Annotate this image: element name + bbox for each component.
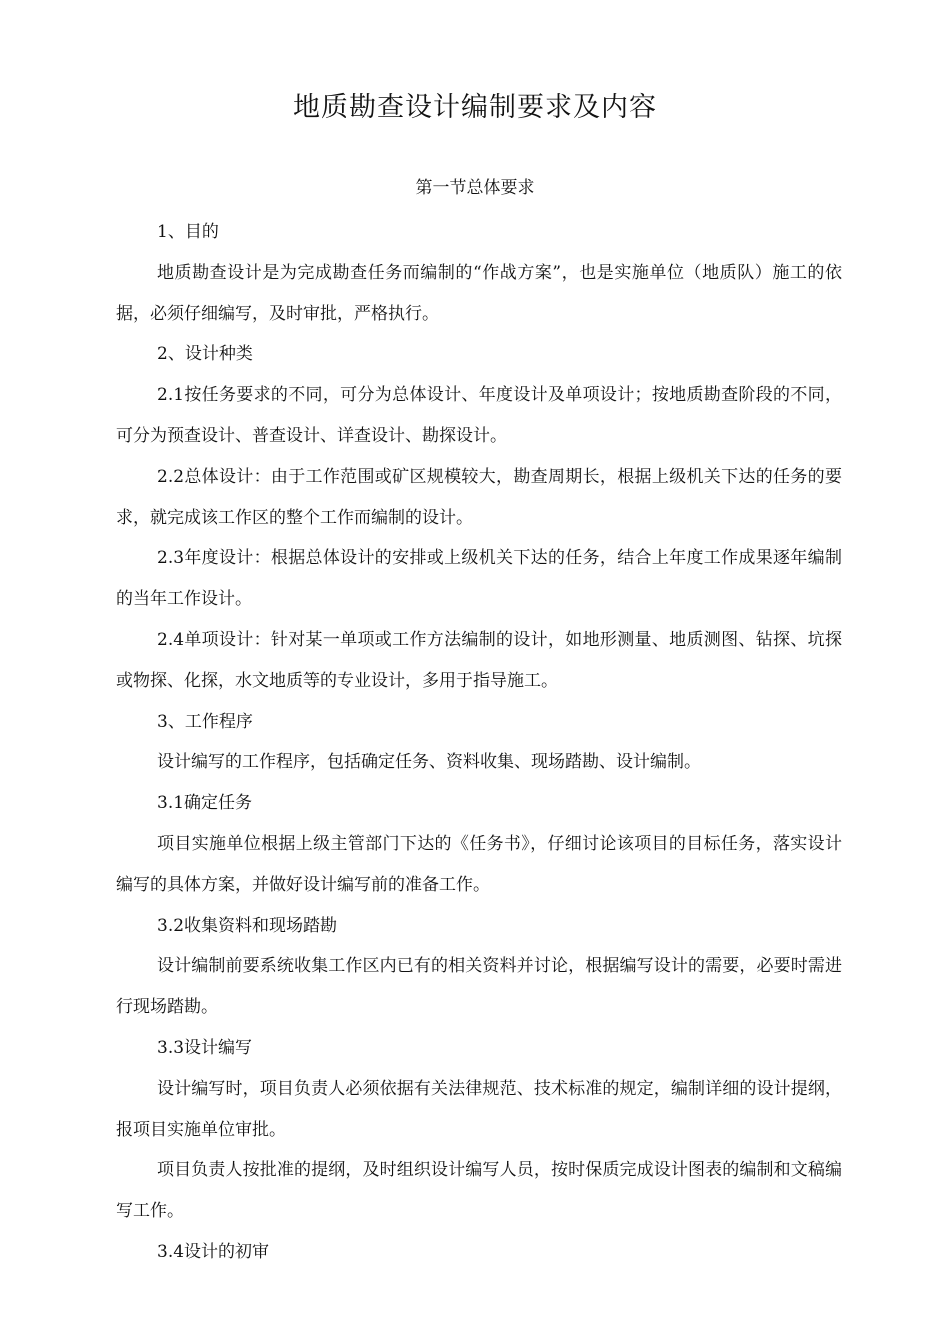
heading-3-4: 3.4设计的初审 [157,1241,270,1262]
paragraph-2-2: 2.2总体设计：由于工作范围或矿区规模较大，勘查周期长，根据上级机关下达的任务的要求，就完成该工作区的整个工作而编制的设计。 [116,466,842,528]
heading-design-types: 2、设计种类 [157,344,253,365]
paragraph-purpose: 地质勘查设计是为完成勘查任务而编制的“作战方案”，也是实施单位（地质队）施工的依据，必须仔细编写，及时审批，严格执行。 [116,262,842,324]
heading-3-1: 3.1确定任务 [157,793,253,814]
paragraph-3-1: 项目实施单位根据上级主管部门下达的《任务书》，仔细讨论该项目的目标任务，落实设计编写的具体方案，并做好设计编写前的准备工作。 [116,833,842,895]
document-body [116,212,842,1273]
heading-3-3: 3.3设计编写 [157,1037,253,1058]
paragraph-2-1: 2.1按任务要求的不同，可分为总体设计、年度设计及单项设计；按地质勘查阶段的不同，可分为预查设计、普查设计、详查设计、勘探设计。 [116,385,842,446]
paragraph-2-3: 2.3年度设计：根据总体设计的安排或上级机关下达的任务，结合上年度工作成果逐年编制的当年工作设计。 [116,548,842,610]
paragraph-3-2: 设计编制前要系统收集工作区内已有的相关资料并讨论，根据编写设计的需要，必要时需进行现场踏勘。 [116,956,842,1018]
document-title: 地质勘查设计编制要求及内容 [293,92,657,123]
heading-3-2: 3.2收集资料和现场踏勘 [157,915,338,936]
paragraph-3-3-a: 设计编写时，项目负责人必须依据有关法律规范、技术标准的规定，编制详细的设计提纲，报项目实施单位审批。 [116,1078,842,1140]
heading-work-procedure: 3、工作程序 [157,711,253,732]
section-title: 第一节总体要求 [415,178,535,198]
paragraph-work-procedure: 设计编写的工作程序，包括确定任务、资料收集、现场踏勘、设计编制。 [157,752,701,773]
paragraph-3-3-b: 项目负责人按批准的提纲，及时组织设计编写人员，按时保质完成设计图表的编制和文稿编写工作。 [116,1160,842,1222]
heading-purpose: 1、目的 [157,222,219,242]
paragraph-2-4: 2.4单项设计：针对某一单项或工作方法编制的设计，如地形测量、地质测图、钻探、坑探或物探、化探，水文地质等的专业设计，多用于指导施工。 [116,629,842,691]
